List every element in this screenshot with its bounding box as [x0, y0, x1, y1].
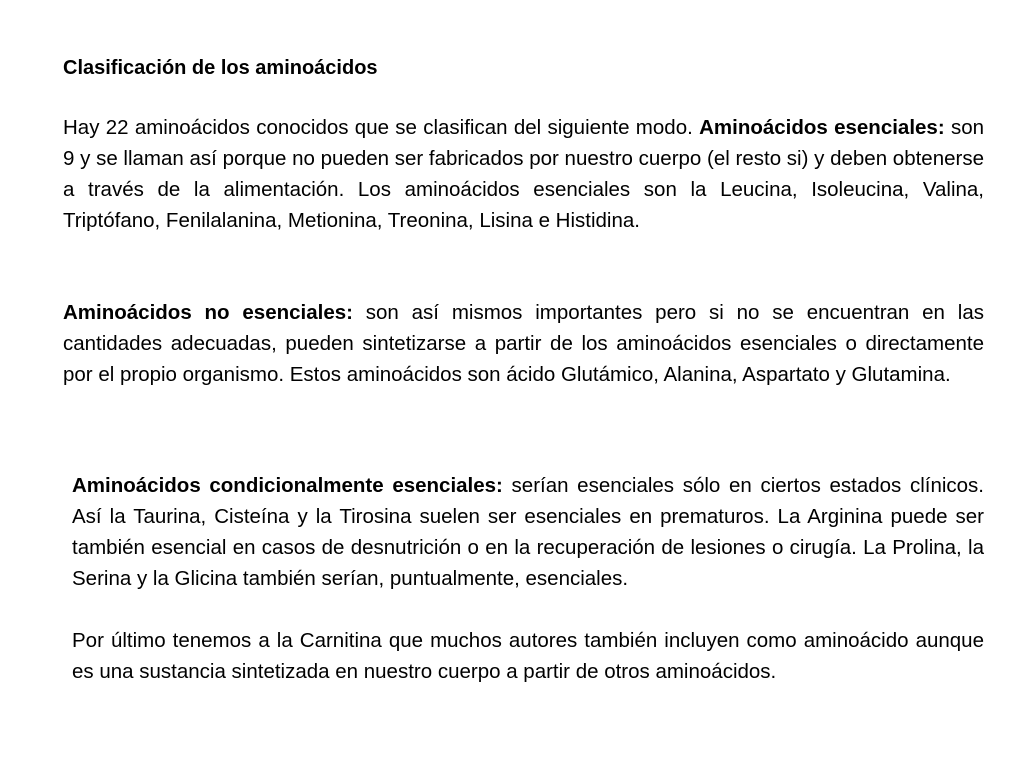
intro-text: Hay 22 aminoácidos conocidos que se clasifican del siguiente modo.	[63, 116, 693, 139]
paragraph-conditionally-essential	[72, 470, 984, 594]
paragraph-carnitine	[72, 625, 984, 687]
conditionally-essential-text: serían esenciales sólo en ciertos estados clínicos. Así la Taurina, Cisteína y la Tirosina suelen ser esenciales en prematuros. La Arginina puede ser también esencial en casos de desnutrición o en la recuperación de lesiones o cirugía. La Prolina, la Serina y la Glicina también serían, puntualmente, esenciales.	[72, 474, 985, 590]
non-essential-text: son así mismos importantes pero si no se encuentran en las cantidades adecuadas, pueden sintetizarse a partir de los aminoácidos esenciales o directamente por el propio organismo. Estos aminoácidos son ácido Glutámico, Alanina, Aspartato y Glutamina.	[63, 301, 984, 386]
paragraph-non-essential	[63, 297, 984, 390]
essential-label: Aminoácidos esenciales:	[699, 116, 945, 139]
non-essential-label: Aminoácidos no esenciales:	[63, 301, 353, 324]
paragraph-essential	[63, 112, 984, 236]
essential-text: son 9 y se llaman así porque no pueden ser fabricados por nuestro cuerpo (el resto si) y deben obtenerse a través de la alimentación. Los aminoácidos esenciales son la Leucina, Isoleucina, Valina, Triptófano, Fenilalanina, Metionina, Treonina, Lisina e Histidina.	[63, 116, 985, 232]
conditionally-essential-label: Aminoácidos condicionalmente esenciales:	[72, 474, 503, 497]
carnitine-text: Por último tenemos a la Carnitina que muchos autores también incluyen como aminoácido aunque es una sustancia sintetizada en nuestro cuerpo a partir de otros aminoácidos.	[72, 629, 984, 683]
page-title: Clasificación de los aminoácidos	[63, 57, 378, 79]
